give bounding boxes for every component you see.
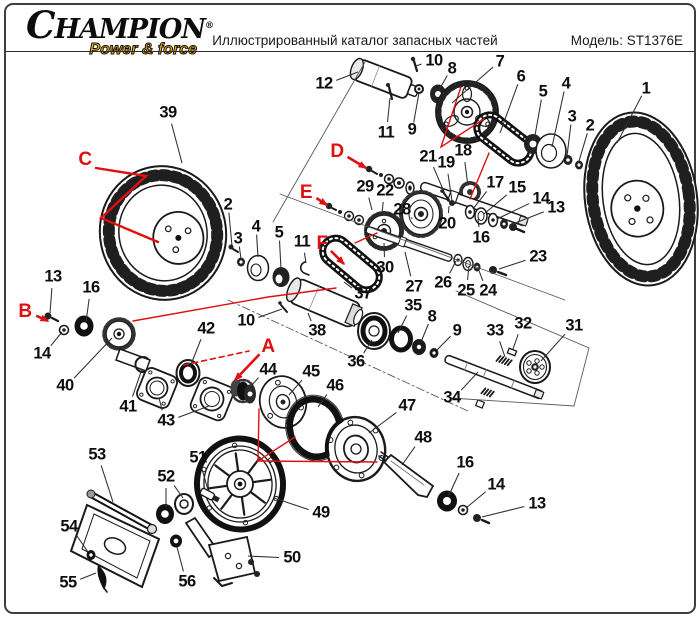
callout-31-56: 31 (565, 316, 583, 335)
callout-5-29: 5 (274, 223, 284, 242)
part-bearing-52b (175, 494, 193, 514)
part-washer-9-top (415, 85, 423, 93)
callout-56-73: 56 (178, 572, 196, 591)
page-title: Иллюстрированный каталог запасных частей (212, 33, 498, 48)
callout-E-21: E (299, 182, 313, 203)
callout-23-39: 23 (529, 247, 547, 266)
part-bushing-56 (170, 535, 182, 548)
part-key-32 (507, 348, 516, 356)
part-cone-8-mid (412, 339, 426, 355)
callout-39-10: 39 (159, 103, 177, 122)
callout-12-0: 12 (315, 74, 333, 93)
callout-3-7: 3 (567, 107, 577, 126)
part-hub-44 (231, 380, 257, 404)
part-roller-12 (348, 57, 422, 103)
callout-7-3: 7 (495, 52, 505, 71)
registered-mark-icon: ® (204, 21, 213, 31)
callout-40-45: 40 (56, 376, 74, 395)
callout-F-31: F (316, 233, 328, 254)
callout-49-67: 49 (312, 503, 330, 522)
callout-5-5: 5 (538, 82, 548, 101)
part-group-d-hardware (366, 166, 414, 194)
part-roller-16-bottom (437, 491, 457, 512)
callout-38-50: 38 (308, 321, 326, 340)
callout-6-4: 6 (516, 67, 526, 86)
callout-B-43: B (18, 301, 32, 322)
callout-22-23: 22 (376, 181, 394, 200)
callout-52-69: 52 (157, 467, 175, 486)
callout-50-74: 50 (283, 548, 301, 567)
callout-46-61: 46 (326, 376, 344, 395)
callout-10-49: 10 (237, 311, 255, 330)
callout-14-19: 14 (532, 189, 550, 208)
callout-15-18: 15 (508, 178, 526, 197)
callout-44-59: 44 (259, 360, 277, 379)
callout-13-41: 13 (44, 267, 62, 286)
callout-14-65: 14 (487, 475, 505, 494)
callout-30-32: 30 (376, 258, 394, 277)
callout-25-37: 25 (457, 281, 475, 300)
callout-11-11: 11 (377, 123, 395, 142)
callout-1-9: 1 (641, 79, 651, 98)
callout-24-38: 24 (479, 281, 497, 300)
part-disc-4-right (536, 134, 566, 168)
callout-34-57: 34 (443, 388, 461, 407)
brand-name: CHAMPION® (26, 3, 213, 47)
brand-tagline: Power & force (89, 41, 197, 58)
callout-9-12: 9 (407, 120, 417, 139)
callout-37-33: 37 (354, 284, 372, 303)
part-ring-35 (392, 328, 411, 350)
callout-55-72: 55 (59, 573, 77, 592)
callout-14-44: 14 (33, 344, 51, 363)
part-spring-33b (481, 388, 493, 398)
callout-33-54: 33 (486, 321, 504, 340)
part-washer-14-bottom (459, 506, 468, 515)
part-roller-16-left (75, 316, 94, 337)
callout-4-28: 4 (251, 217, 261, 236)
callout-28-24: 28 (393, 200, 411, 219)
part-sprocket-40 (104, 319, 150, 371)
part-spacer-cube (476, 400, 485, 408)
callout-36-51: 36 (347, 352, 365, 371)
callout-3-27: 3 (233, 229, 243, 248)
callout-53-68: 53 (88, 445, 106, 464)
callout-11-30: 11 (293, 232, 311, 251)
callout-10-1: 10 (425, 51, 443, 70)
callout-8-2: 8 (447, 59, 457, 78)
callout-51-70: 51 (189, 448, 207, 467)
callout-17-17: 17 (486, 173, 504, 192)
callout-4-6: 4 (561, 74, 571, 93)
callout-41-46: 41 (119, 397, 137, 416)
callout-18-16: 18 (454, 141, 472, 160)
callout-21-14: 21 (419, 147, 437, 166)
callout-16-40: 16 (472, 228, 490, 247)
callout-42-47: 42 (197, 319, 215, 338)
part-plate-53 (71, 490, 159, 587)
part-gear-28 (401, 192, 442, 237)
part-bolt-10-top (411, 57, 417, 71)
callout-2-8: 2 (585, 116, 595, 135)
callout-54-71: 54 (60, 517, 78, 536)
callout-D-13: D (330, 141, 344, 162)
callout-47-62: 47 (398, 396, 416, 415)
callout-43-48: 43 (157, 411, 175, 430)
callout-19-15: 19 (437, 153, 455, 172)
part-bearing-52a (156, 504, 174, 524)
part-wheel-left (87, 154, 238, 311)
callout-29-22: 29 (356, 177, 374, 196)
callout-26-36: 26 (434, 273, 452, 292)
part-wheel-right (573, 105, 700, 293)
callout-45-60: 45 (302, 362, 320, 381)
callout-16-42: 16 (82, 278, 100, 297)
part-nut-3-right (564, 155, 573, 165)
callout-32-55: 32 (514, 314, 532, 333)
callout-20-25: 20 (438, 214, 456, 233)
part-bearing-36 (358, 313, 390, 349)
part-nut-2-right (575, 161, 583, 170)
callout-27-34: 27 (405, 277, 423, 296)
model-label: Модель: ST1376E (570, 33, 683, 48)
callout-16-64: 16 (456, 453, 474, 472)
callout-C-75: C (78, 149, 92, 170)
callout-13-66: 13 (528, 494, 546, 513)
callout-9-53: 9 (452, 321, 462, 340)
part-spring-33 (496, 355, 511, 366)
callout-8-52: 8 (427, 307, 437, 326)
part-group-e-hardware (326, 203, 364, 225)
part-disc-47 (321, 412, 391, 487)
callout-A-58: A (261, 336, 275, 357)
callout-35-35: 35 (404, 296, 422, 315)
callout-48-63: 48 (414, 428, 432, 447)
callout-13-20: 13 (547, 198, 565, 217)
callout-2-26: 2 (223, 195, 233, 214)
